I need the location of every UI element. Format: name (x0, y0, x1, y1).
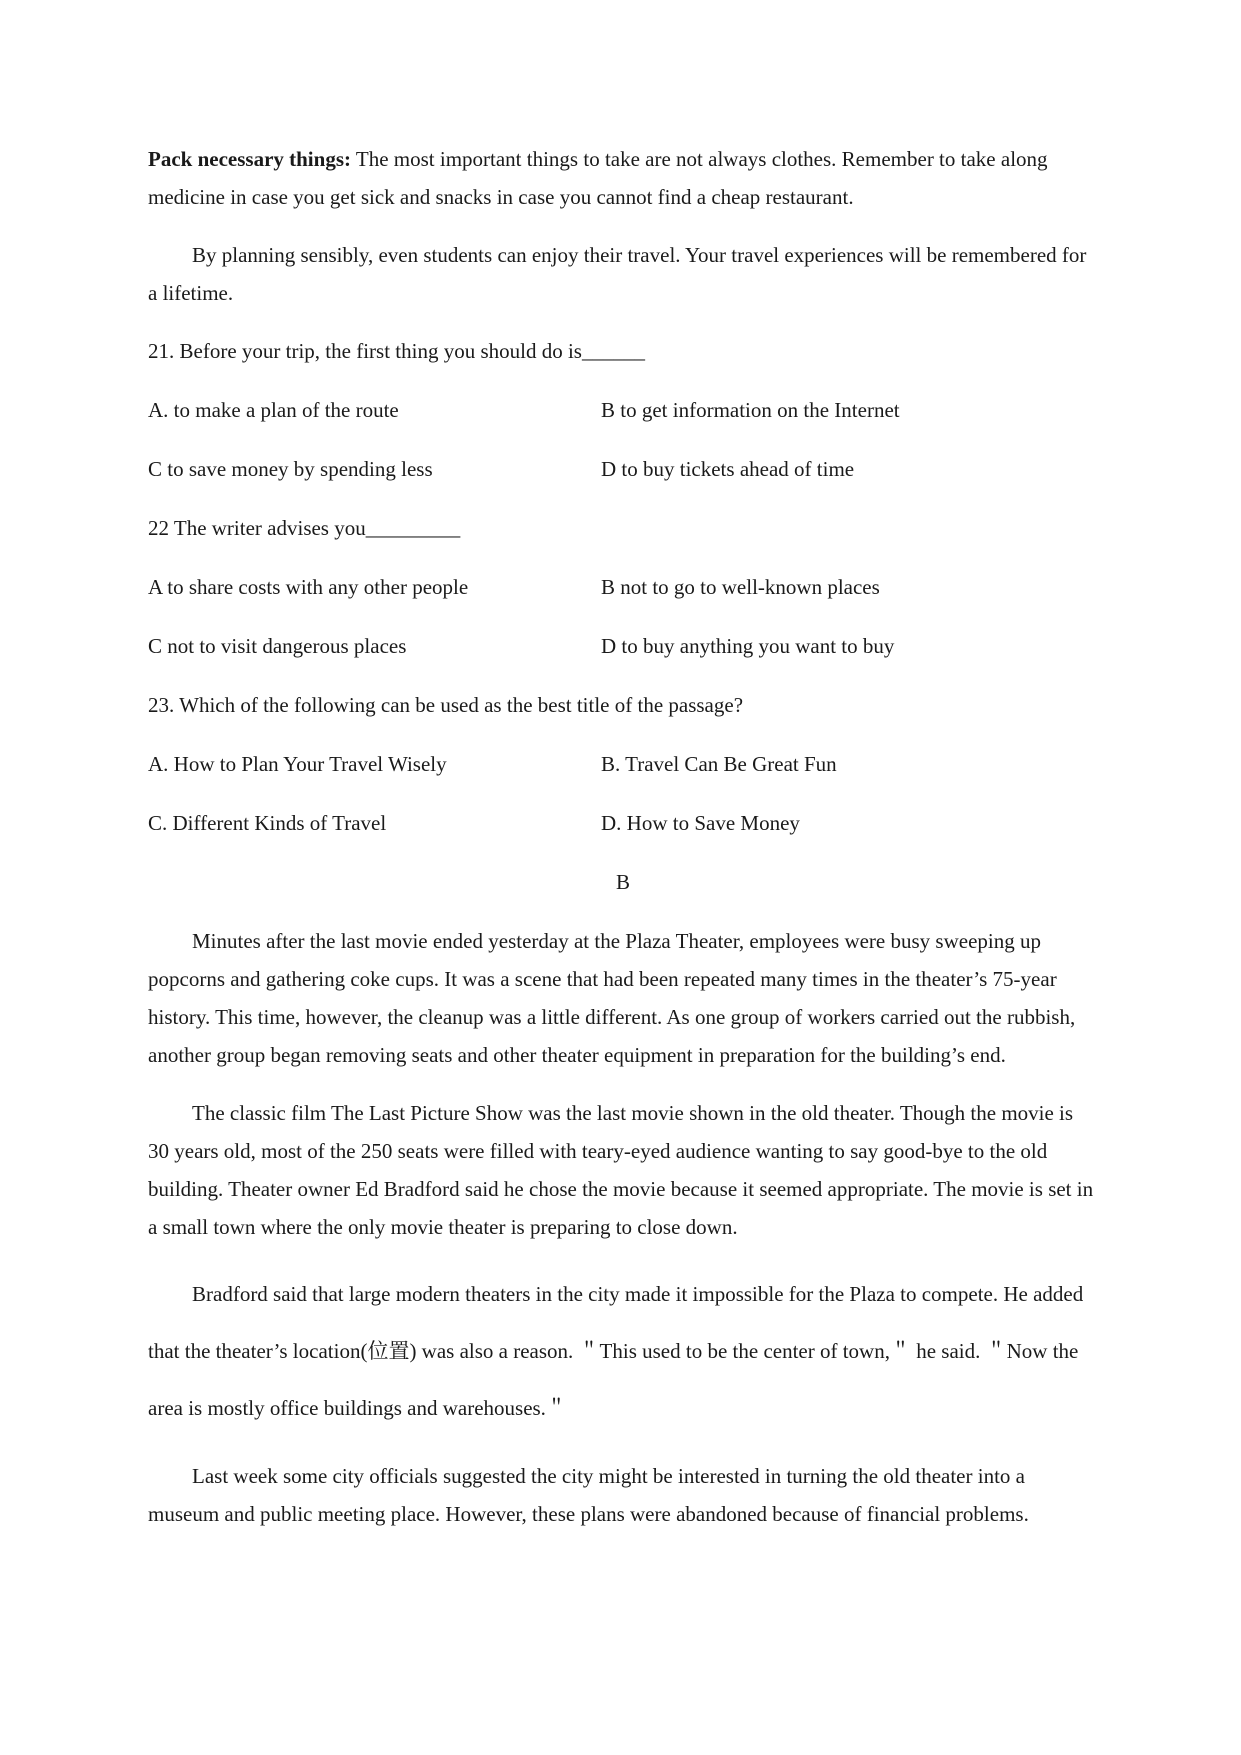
section-b-paragraph-1: Minutes after the last movie ended yesterday at the Plaza Theater, employees were busy sweeping up popcorns and gathering coke cups. It was a scene that had been repeated many times in the theater’s 75-year history. This time, however, the cleanup was a little different. As one group of workers carried out the rubbish, another group began removing seats and other theater equipment in preparation for the building’s end. (148, 929, 1076, 1067)
question-23-option-a: A. How to Plan Your Travel Wisely (148, 752, 447, 776)
document-page (148, 140, 1098, 1553)
section-b-heading: B (615, 870, 630, 894)
intro-label: Pack necessary things: (148, 147, 351, 171)
question-21-option-c: C to save money by spending less (148, 457, 433, 481)
question-22-options-row-2 (148, 627, 1098, 665)
question-23-option-d: D. How to Save Money (601, 811, 800, 835)
question-21-options-row-2 (148, 450, 1098, 488)
section-b-paragraph-2: The classic film The Last Picture Show was the last movie shown in the old theater. Though the movie is 30 years old, most of the 250 seats were filled with teary-eyed audience wanting to say good-bye to the old building. Theater owner Ed Bradford said he chose the movie because it seemed appropriate. The movie is set in a small town where the only movie theater is preparing to close down. (148, 1101, 1094, 1239)
question-23-stem: 23. Which of the following can be used as the best title of the passage? (148, 693, 744, 717)
question-22-option-c: C not to visit dangerous places (148, 634, 407, 658)
question-22-stem: 22 The writer advises you_________ (148, 516, 461, 540)
question-21-option-a: A. to make a plan of the route (148, 398, 399, 422)
closing-paragraph: By planning sensibly, even students can enjoy their travel. Your travel experiences will be remembered for a lifetime. (148, 243, 1087, 305)
section-b-paragraph-4: Last week some city officials suggested the city might be interested in turning the old theater into a museum and public meeting place. However, these plans were abandoned because of financial problems. (148, 1464, 1029, 1526)
question-21-option-d: D to buy tickets ahead of time (601, 457, 855, 481)
question-23-option-b: B. Travel Can Be Great Fun (601, 752, 837, 776)
question-21-options-row-1 (148, 391, 1098, 429)
question-22-option-b: B not to go to well-known places (601, 575, 880, 599)
question-22-option-d: D to buy anything you want to buy (601, 634, 895, 658)
section-b-paragraph-3: Bradford said that large modern theaters in the city made it impossible for the Plaza to compete. He added that the theater’s location(位置) was also a reason. ＂This used to be the center of town,＂ he said. ＂Now the area is mostly office buildings and warehouses.＂ (148, 1282, 1084, 1420)
intro-text: The most important things to take are not always clothes. Remember to take along medicine in case you get sick and snacks in case you cannot find a cheap restaurant. (148, 147, 1048, 209)
question-22-options-row-1 (148, 568, 1098, 606)
question-21-stem: 21. Before your trip, the first thing you should do is______ (148, 339, 645, 363)
question-21-option-b: B to get information on the Internet (601, 398, 900, 422)
intro-paragraph (148, 140, 1098, 216)
question-23-options-row-1 (148, 745, 1098, 783)
question-23-options-row-2 (148, 804, 1098, 842)
question-22-option-a: A to share costs with any other people (148, 575, 469, 599)
question-23-option-c: C. Different Kinds of Travel (148, 811, 387, 835)
